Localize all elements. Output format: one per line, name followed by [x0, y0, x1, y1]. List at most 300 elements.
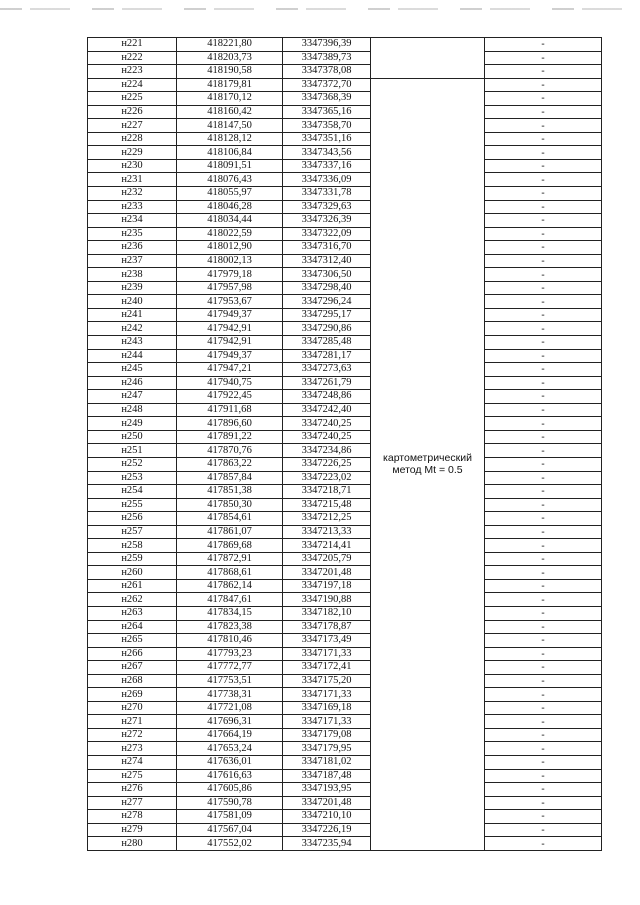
y-coordinate-cell: 3347179,08 [283, 728, 371, 742]
point-id-cell: н228 [88, 132, 177, 146]
y-coordinate-cell: 3347175,20 [283, 674, 371, 688]
description-cell: - [485, 403, 602, 417]
x-coordinate-cell: 417857,84 [177, 471, 283, 485]
table-row [88, 539, 602, 553]
y-coordinate-cell: 3347205,79 [283, 552, 371, 566]
y-coordinate-cell: 3347210,10 [283, 810, 371, 824]
description-cell: - [485, 159, 602, 173]
y-coordinate-cell: 3347316,70 [283, 241, 371, 255]
description-cell: - [485, 227, 602, 241]
point-id-cell: н275 [88, 769, 177, 783]
x-coordinate-cell: 418170,12 [177, 92, 283, 106]
y-coordinate-cell: 3347240,25 [283, 430, 371, 444]
y-coordinate-cell: 3347285,48 [283, 336, 371, 350]
y-coordinate-cell: 3347193,95 [283, 783, 371, 797]
x-coordinate-cell: 417891,22 [177, 430, 283, 444]
point-id-cell: н241 [88, 308, 177, 322]
point-id-cell: н280 [88, 837, 177, 851]
x-coordinate-cell: 417957,98 [177, 281, 283, 295]
point-id-cell: н263 [88, 606, 177, 620]
description-cell: - [485, 105, 602, 119]
description-cell: - [485, 715, 602, 729]
point-id-cell: н251 [88, 444, 177, 458]
table-row [88, 363, 602, 377]
description-cell: - [485, 65, 602, 79]
description-cell: - [485, 132, 602, 146]
x-coordinate-cell: 417552,02 [177, 837, 283, 851]
point-id-cell: н227 [88, 119, 177, 133]
y-coordinate-cell: 3347298,40 [283, 281, 371, 295]
y-coordinate-cell: 3347290,86 [283, 322, 371, 336]
y-coordinate-cell: 3347197,18 [283, 579, 371, 593]
table-row [88, 485, 602, 499]
description-cell: - [485, 810, 602, 824]
table-row [88, 227, 602, 241]
table-row [88, 823, 602, 837]
description-cell: - [485, 701, 602, 715]
x-coordinate-cell: 418160,42 [177, 105, 283, 119]
description-cell: - [485, 200, 602, 214]
table-row [88, 268, 602, 282]
description-cell: - [485, 471, 602, 485]
x-coordinate-cell: 417940,75 [177, 376, 283, 390]
table-row [88, 65, 602, 79]
y-coordinate-cell: 3347226,19 [283, 823, 371, 837]
table-row [88, 295, 602, 309]
point-id-cell: н235 [88, 227, 177, 241]
point-id-cell: н257 [88, 525, 177, 539]
y-coordinate-cell: 3347242,40 [283, 403, 371, 417]
x-coordinate-cell: 418147,50 [177, 119, 283, 133]
y-coordinate-cell: 3347336,09 [283, 173, 371, 187]
y-coordinate-cell: 3347281,17 [283, 349, 371, 363]
description-cell: - [485, 417, 602, 431]
x-coordinate-cell: 418076,43 [177, 173, 283, 187]
x-coordinate-cell: 418022,59 [177, 227, 283, 241]
table-row [88, 471, 602, 485]
description-cell: - [485, 566, 602, 580]
description-cell: - [485, 281, 602, 295]
description-cell: - [485, 525, 602, 539]
x-coordinate-cell: 418046,28 [177, 200, 283, 214]
y-coordinate-cell: 3347171,33 [283, 688, 371, 702]
x-coordinate-cell: 417896,60 [177, 417, 283, 431]
y-coordinate-cell: 3347296,24 [283, 295, 371, 309]
description-cell: - [485, 837, 602, 851]
y-coordinate-cell: 3347212,25 [283, 512, 371, 526]
description-cell: - [485, 634, 602, 648]
table-row [88, 322, 602, 336]
description-cell: - [485, 620, 602, 634]
description-cell: - [485, 78, 602, 92]
table-row [88, 498, 602, 512]
x-coordinate-cell: 417834,15 [177, 606, 283, 620]
point-id-cell: н264 [88, 620, 177, 634]
description-cell: - [485, 755, 602, 769]
table-row [88, 444, 602, 458]
x-coordinate-cell: 417953,67 [177, 295, 283, 309]
point-id-cell: н265 [88, 634, 177, 648]
description-cell: - [485, 457, 602, 471]
table-row [88, 837, 602, 851]
x-coordinate-cell: 417872,91 [177, 552, 283, 566]
point-id-cell: н259 [88, 552, 177, 566]
method-cell: картометрический метод Mt = 0.5 [371, 78, 485, 850]
table-row [88, 783, 602, 797]
table-row [88, 254, 602, 268]
x-coordinate-cell: 417567,04 [177, 823, 283, 837]
description-cell: - [485, 92, 602, 106]
point-id-cell: н238 [88, 268, 177, 282]
table-row [88, 92, 602, 106]
point-id-cell: н267 [88, 661, 177, 675]
table-row [88, 390, 602, 404]
x-coordinate-cell: 418221,80 [177, 38, 283, 52]
y-coordinate-cell: 3347273,63 [283, 363, 371, 377]
y-coordinate-cell: 3347169,18 [283, 701, 371, 715]
x-coordinate-cell: 417696,31 [177, 715, 283, 729]
description-cell: - [485, 485, 602, 499]
y-coordinate-cell: 3347351,16 [283, 132, 371, 146]
description-cell: - [485, 214, 602, 228]
description-cell: - [485, 688, 602, 702]
table-row [88, 566, 602, 580]
point-id-cell: н247 [88, 390, 177, 404]
table-row [88, 78, 602, 92]
x-coordinate-cell: 417616,63 [177, 769, 283, 783]
description-cell: - [485, 308, 602, 322]
x-coordinate-cell: 417653,24 [177, 742, 283, 756]
x-coordinate-cell: 417942,91 [177, 336, 283, 350]
y-coordinate-cell: 3347182,10 [283, 606, 371, 620]
point-id-cell: н239 [88, 281, 177, 295]
point-id-cell: н224 [88, 78, 177, 92]
table-row [88, 661, 602, 675]
x-coordinate-cell: 417823,38 [177, 620, 283, 634]
point-id-cell: н271 [88, 715, 177, 729]
table-row [88, 200, 602, 214]
table-row [88, 701, 602, 715]
point-id-cell: н254 [88, 485, 177, 499]
y-coordinate-cell: 3347337,16 [283, 159, 371, 173]
y-coordinate-cell: 3347171,33 [283, 647, 371, 661]
y-coordinate-cell: 3347295,17 [283, 308, 371, 322]
y-coordinate-cell: 3347172,41 [283, 661, 371, 675]
point-id-cell: н229 [88, 146, 177, 160]
x-coordinate-cell: 418002,13 [177, 254, 283, 268]
y-coordinate-cell: 3347396,39 [283, 38, 371, 52]
y-coordinate-cell: 3347368,39 [283, 92, 371, 106]
x-coordinate-cell: 417862,14 [177, 579, 283, 593]
table-row [88, 187, 602, 201]
y-coordinate-cell: 3347235,94 [283, 837, 371, 851]
y-coordinate-cell: 3347201,48 [283, 796, 371, 810]
y-coordinate-cell: 3347173,49 [283, 634, 371, 648]
y-coordinate-cell: 3347179,95 [283, 742, 371, 756]
table-row [88, 159, 602, 173]
description-cell: - [485, 254, 602, 268]
point-id-cell: н256 [88, 512, 177, 526]
table-row [88, 281, 602, 295]
y-coordinate-cell: 3347234,86 [283, 444, 371, 458]
y-coordinate-cell: 3347240,25 [283, 417, 371, 431]
description-cell: - [485, 552, 602, 566]
point-id-cell: н278 [88, 810, 177, 824]
y-coordinate-cell: 3347187,48 [283, 769, 371, 783]
point-id-cell: н262 [88, 593, 177, 607]
point-id-cell: н234 [88, 214, 177, 228]
point-id-cell: н240 [88, 295, 177, 309]
point-id-cell: н250 [88, 430, 177, 444]
method-cell-empty [371, 38, 485, 79]
description-cell: - [485, 241, 602, 255]
description-cell: - [485, 661, 602, 675]
y-coordinate-cell: 3347365,16 [283, 105, 371, 119]
x-coordinate-cell: 417911,68 [177, 403, 283, 417]
table-row [88, 308, 602, 322]
table-row [88, 512, 602, 526]
point-id-cell: н272 [88, 728, 177, 742]
table-row [88, 525, 602, 539]
table-row [88, 796, 602, 810]
point-id-cell: н269 [88, 688, 177, 702]
x-coordinate-cell: 417863,22 [177, 457, 283, 471]
x-coordinate-cell: 417850,30 [177, 498, 283, 512]
y-coordinate-cell: 3347181,02 [283, 755, 371, 769]
x-coordinate-cell: 417721,08 [177, 701, 283, 715]
point-id-cell: н231 [88, 173, 177, 187]
x-coordinate-cell: 417605,86 [177, 783, 283, 797]
point-id-cell: н270 [88, 701, 177, 715]
x-coordinate-cell: 417847,61 [177, 593, 283, 607]
description-cell: - [485, 606, 602, 620]
x-coordinate-cell: 418012,90 [177, 241, 283, 255]
description-cell: - [485, 295, 602, 309]
y-coordinate-cell: 3347215,48 [283, 498, 371, 512]
x-coordinate-cell: 418034,44 [177, 214, 283, 228]
y-coordinate-cell: 3347306,50 [283, 268, 371, 282]
point-id-cell: н242 [88, 322, 177, 336]
point-id-cell: н226 [88, 105, 177, 119]
table-row [88, 810, 602, 824]
y-coordinate-cell: 3347322,09 [283, 227, 371, 241]
y-coordinate-cell: 3347218,71 [283, 485, 371, 499]
x-coordinate-cell: 417854,61 [177, 512, 283, 526]
description-cell: - [485, 173, 602, 187]
table-row [88, 146, 602, 160]
description-cell: - [485, 674, 602, 688]
table-row [88, 349, 602, 363]
point-id-cell: н246 [88, 376, 177, 390]
x-coordinate-cell: 417590,78 [177, 796, 283, 810]
table-row [88, 241, 602, 255]
description-cell: - [485, 349, 602, 363]
point-id-cell: н274 [88, 755, 177, 769]
x-coordinate-cell: 418190,58 [177, 65, 283, 79]
description-cell: - [485, 376, 602, 390]
y-coordinate-cell: 3347358,70 [283, 119, 371, 133]
description-cell: - [485, 823, 602, 837]
point-id-cell: н273 [88, 742, 177, 756]
description-cell: - [485, 539, 602, 553]
point-id-cell: н252 [88, 457, 177, 471]
x-coordinate-cell: 417636,01 [177, 755, 283, 769]
table-row [88, 51, 602, 65]
x-coordinate-cell: 418128,12 [177, 132, 283, 146]
x-coordinate-cell: 417869,68 [177, 539, 283, 553]
description-cell: - [485, 742, 602, 756]
y-coordinate-cell: 3347312,40 [283, 254, 371, 268]
coordinates-table [87, 37, 602, 851]
point-id-cell: н243 [88, 336, 177, 350]
y-coordinate-cell: 3347378,08 [283, 65, 371, 79]
y-coordinate-cell: 3347248,86 [283, 390, 371, 404]
point-id-cell: н236 [88, 241, 177, 255]
x-coordinate-cell: 417793,23 [177, 647, 283, 661]
table-row [88, 132, 602, 146]
point-id-cell: н268 [88, 674, 177, 688]
point-id-cell: н249 [88, 417, 177, 431]
description-cell: - [485, 593, 602, 607]
description-cell: - [485, 322, 602, 336]
table-row [88, 457, 602, 471]
table-row [88, 593, 602, 607]
description-cell: - [485, 336, 602, 350]
table-row [88, 647, 602, 661]
point-id-cell: н244 [88, 349, 177, 363]
x-coordinate-cell: 417922,45 [177, 390, 283, 404]
description-cell: - [485, 647, 602, 661]
x-coordinate-cell: 417949,37 [177, 308, 283, 322]
y-coordinate-cell: 3347331,78 [283, 187, 371, 201]
table-row [88, 38, 602, 52]
point-id-cell: н232 [88, 187, 177, 201]
y-coordinate-cell: 3347201,48 [283, 566, 371, 580]
y-coordinate-cell: 3347389,73 [283, 51, 371, 65]
scan-header-artifact [0, 8, 640, 10]
description-cell: - [485, 728, 602, 742]
description-cell: - [485, 430, 602, 444]
point-id-cell: н233 [88, 200, 177, 214]
x-coordinate-cell: 417851,38 [177, 485, 283, 499]
table-row [88, 336, 602, 350]
table-row [88, 214, 602, 228]
point-id-cell: н221 [88, 38, 177, 52]
table-row [88, 606, 602, 620]
x-coordinate-cell: 417947,21 [177, 363, 283, 377]
description-cell: - [485, 498, 602, 512]
x-coordinate-cell: 417581,09 [177, 810, 283, 824]
description-cell: - [485, 51, 602, 65]
y-coordinate-cell: 3347326,39 [283, 214, 371, 228]
table-row [88, 579, 602, 593]
point-id-cell: н237 [88, 254, 177, 268]
y-coordinate-cell: 3347329,63 [283, 200, 371, 214]
x-coordinate-cell: 417753,51 [177, 674, 283, 688]
y-coordinate-cell: 3347261,79 [283, 376, 371, 390]
description-cell: - [485, 268, 602, 282]
point-id-cell: н225 [88, 92, 177, 106]
y-coordinate-cell: 3347343,56 [283, 146, 371, 160]
description-cell: - [485, 187, 602, 201]
table-row [88, 715, 602, 729]
description-cell: - [485, 783, 602, 797]
x-coordinate-cell: 417772,77 [177, 661, 283, 675]
description-cell: - [485, 119, 602, 133]
point-id-cell: н266 [88, 647, 177, 661]
y-coordinate-cell: 3347178,87 [283, 620, 371, 634]
coordinates-table-body [88, 38, 602, 851]
table-row [88, 674, 602, 688]
table-row [88, 105, 602, 119]
table-row [88, 403, 602, 417]
x-coordinate-cell: 417861,07 [177, 525, 283, 539]
description-cell: - [485, 390, 602, 404]
point-id-cell: н245 [88, 363, 177, 377]
point-id-cell: н230 [88, 159, 177, 173]
description-cell: - [485, 146, 602, 160]
table-row [88, 634, 602, 648]
description-cell: - [485, 363, 602, 377]
y-coordinate-cell: 3347372,70 [283, 78, 371, 92]
table-row [88, 119, 602, 133]
table-row [88, 728, 602, 742]
x-coordinate-cell: 417664,19 [177, 728, 283, 742]
x-coordinate-cell: 417810,46 [177, 634, 283, 648]
table-row [88, 173, 602, 187]
table-row [88, 552, 602, 566]
table-row [88, 769, 602, 783]
x-coordinate-cell: 417738,31 [177, 688, 283, 702]
description-cell: - [485, 796, 602, 810]
x-coordinate-cell: 418055,97 [177, 187, 283, 201]
table-row [88, 417, 602, 431]
point-id-cell: н248 [88, 403, 177, 417]
description-cell: - [485, 512, 602, 526]
table-row [88, 376, 602, 390]
x-coordinate-cell: 418106,84 [177, 146, 283, 160]
x-coordinate-cell: 418179,81 [177, 78, 283, 92]
point-id-cell: н258 [88, 539, 177, 553]
point-id-cell: н261 [88, 579, 177, 593]
point-id-cell: н277 [88, 796, 177, 810]
table-row [88, 755, 602, 769]
point-id-cell: н253 [88, 471, 177, 485]
table-row [88, 620, 602, 634]
description-cell: - [485, 38, 602, 52]
description-cell: - [485, 444, 602, 458]
table-row [88, 688, 602, 702]
description-cell: - [485, 769, 602, 783]
x-coordinate-cell: 417868,61 [177, 566, 283, 580]
y-coordinate-cell: 3347213,33 [283, 525, 371, 539]
y-coordinate-cell: 3347190,88 [283, 593, 371, 607]
x-coordinate-cell: 418203,73 [177, 51, 283, 65]
y-coordinate-cell: 3347223,02 [283, 471, 371, 485]
x-coordinate-cell: 417979,18 [177, 268, 283, 282]
point-id-cell: н276 [88, 783, 177, 797]
x-coordinate-cell: 417942,91 [177, 322, 283, 336]
table-row [88, 742, 602, 756]
point-id-cell: н260 [88, 566, 177, 580]
y-coordinate-cell: 3347214,41 [283, 539, 371, 553]
point-id-cell: н255 [88, 498, 177, 512]
point-id-cell: н223 [88, 65, 177, 79]
table-row [88, 430, 602, 444]
y-coordinate-cell: 3347226,25 [283, 457, 371, 471]
point-id-cell: н279 [88, 823, 177, 837]
x-coordinate-cell: 417870,76 [177, 444, 283, 458]
